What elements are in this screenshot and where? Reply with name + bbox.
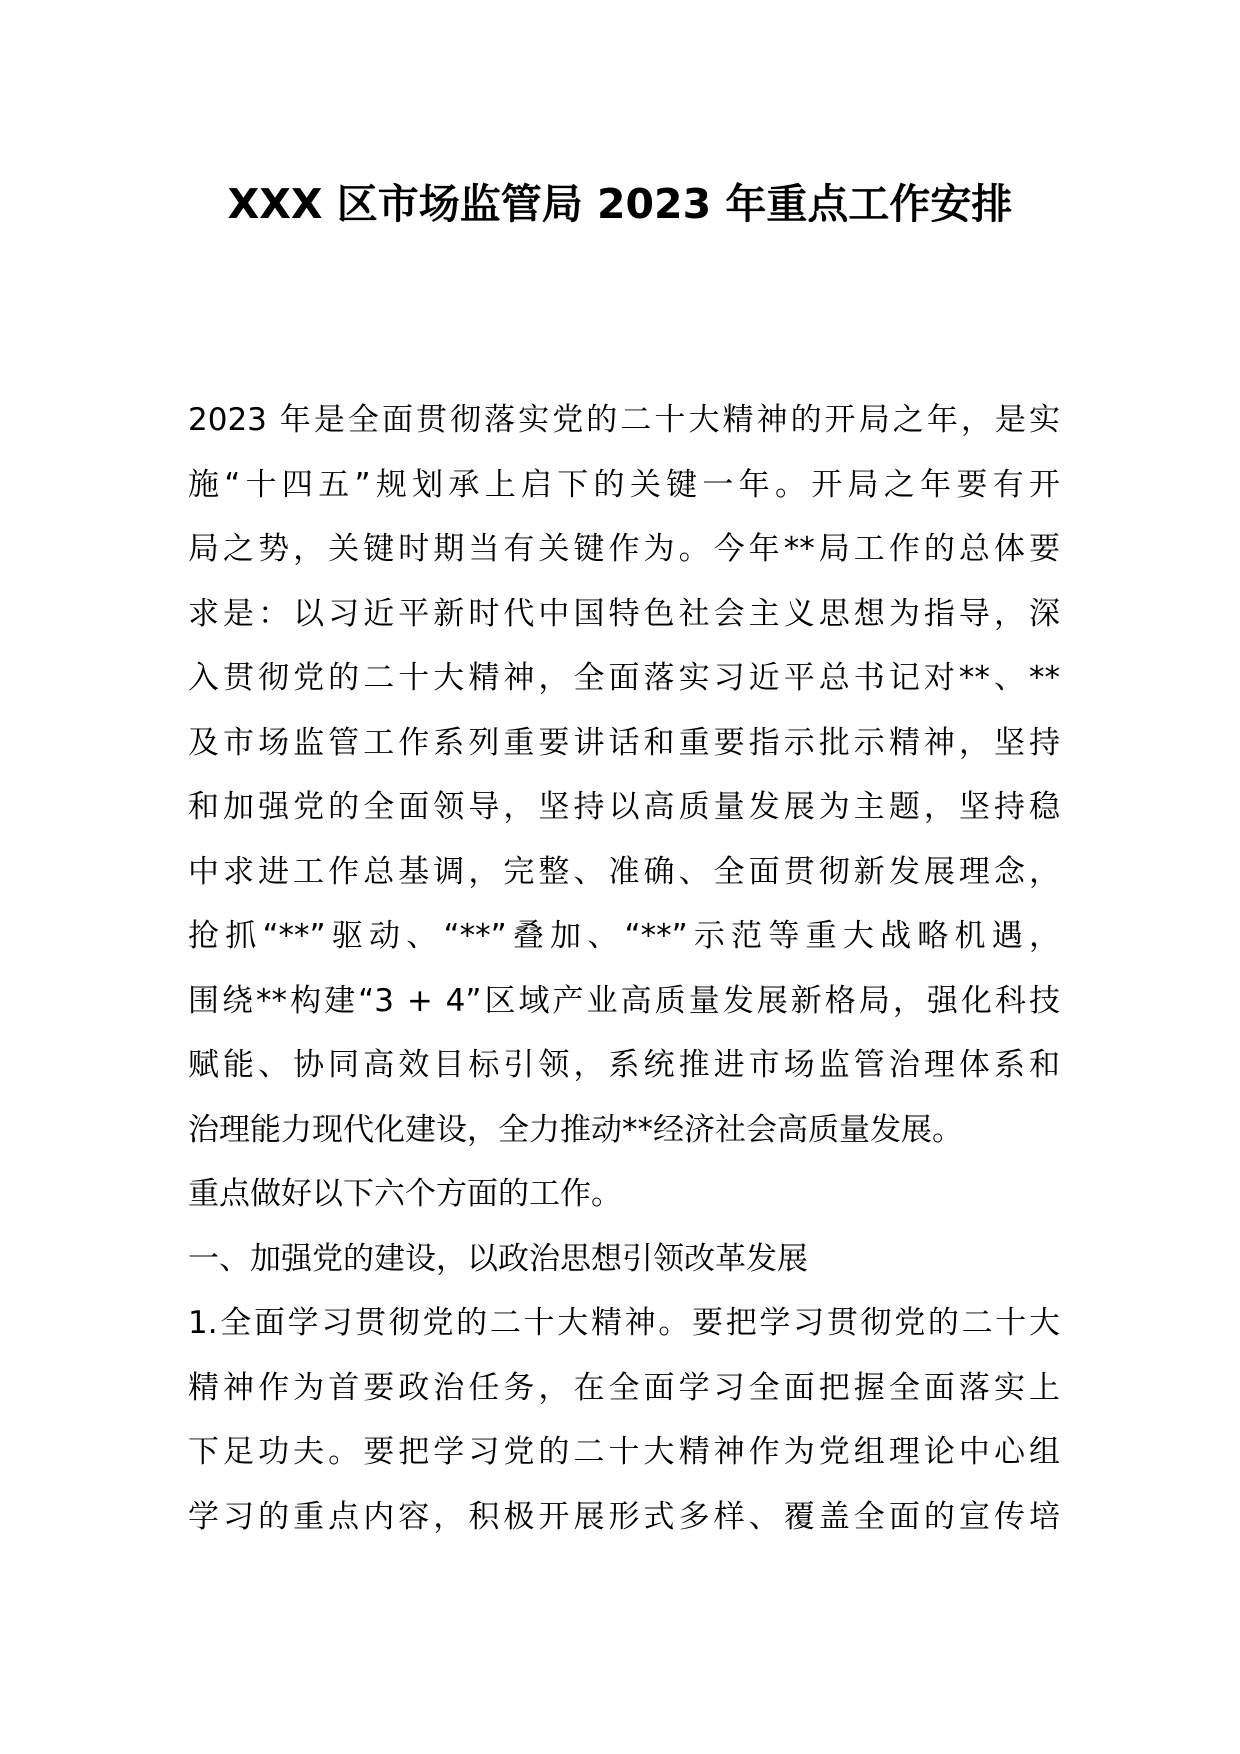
body-line: 学习的重点内容，积极开展形式多样、覆盖全面的宣传培 xyxy=(188,1498,1060,1535)
body-line: 治理能力现代化建设，全力推动**经济社会高质量发展。 xyxy=(188,1111,963,1148)
body-line: 围绕**构建“3 + 4”区域产业高质量发展新格局，强化科技 xyxy=(188,982,1060,1019)
body-line: 赋能、协同高效目标引领，系统推进市场监管治理体系和 xyxy=(188,1047,1060,1083)
body-line: 中求进工作总基调，完整、准确、全面贯彻新发展理念， xyxy=(188,853,1060,890)
body-line: 下足功夫。要把学习党的二十大精神作为党组理论中心组 xyxy=(188,1434,1060,1470)
body-line: 入贯彻党的二十大精神，全面落实习近平总书记对**、** xyxy=(188,660,1060,696)
body-line: 局之势，关键时期当有关键作为。今年**局工作的总体要 xyxy=(188,531,1060,567)
body-line: 重点做好以下六个方面的工作。 xyxy=(188,1176,622,1212)
document-body xyxy=(188,388,1060,1549)
body-line: 抢抓“**”驱动、“**”叠加、“**”示范等重大战略机遇， xyxy=(188,918,1060,954)
body-line: 2023 年是全面贯彻落实党的二十大精神的开局之年，是实 xyxy=(188,402,1060,438)
body-line: 和加强党的全面领导，坚持以高质量发展为主题，坚持稳 xyxy=(188,789,1060,825)
body-line: 求是：以习近平新时代中国特色社会主义思想为指导，深 xyxy=(188,595,1060,632)
body-line: 施“十四五”规划承上启下的关键一年。开局之年要有开 xyxy=(188,466,1060,503)
body-line: 1.全面学习贯彻党的二十大精神。要把学习贯彻党的二十大 xyxy=(188,1305,1060,1341)
body-line: 精神作为首要政治任务，在全面学习全面把握全面落实上 xyxy=(188,1369,1060,1406)
body-line: 及市场监管工作系列重要讲话和重要指示批示精神，坚持 xyxy=(188,724,1060,761)
section-heading: 一、加强党的建设，以政治思想引领改革发展 xyxy=(188,1240,808,1277)
document-title: XXX 区市场监管局 2023 年重点工作安排 xyxy=(227,180,1013,228)
